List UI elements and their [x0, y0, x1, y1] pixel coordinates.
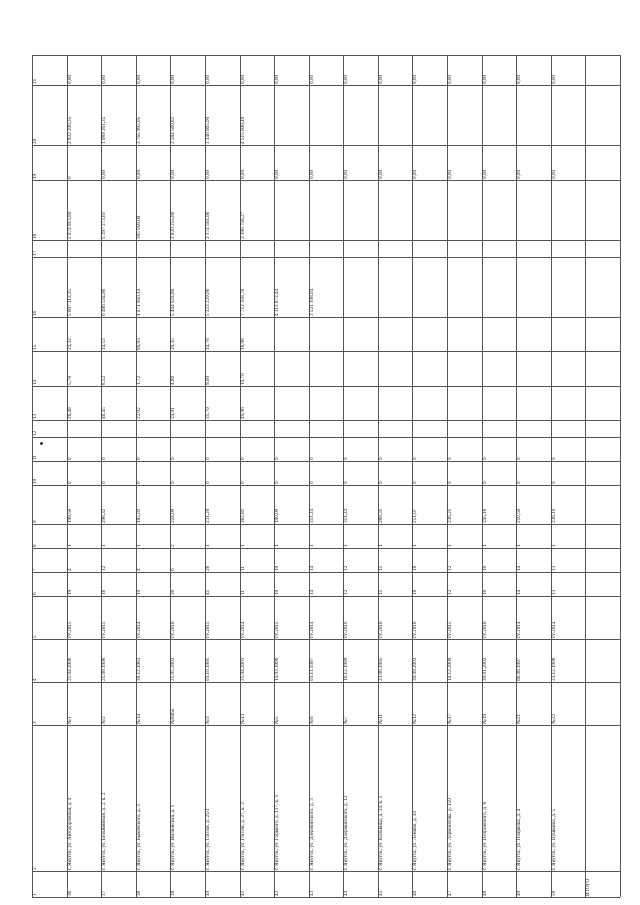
- table-cell: 1: [412, 544, 419, 548]
- grid-horizontal-line: [32, 485, 620, 486]
- table-cell: 50: [550, 890, 557, 896]
- table-cell: 38: [135, 890, 142, 896]
- table-cell: №3: [204, 716, 211, 725]
- table-cell: 42: [274, 890, 281, 896]
- table-cell: IV.2015: [66, 621, 73, 639]
- table-cell: IV.2015: [101, 621, 108, 639]
- grid-horizontal-line: [32, 85, 620, 86]
- table-cell: 12: [447, 566, 454, 572]
- grid-horizontal-line: [32, 639, 620, 640]
- table-cell: 0,00: [204, 169, 211, 179]
- table-cell: 18,98: [239, 338, 246, 351]
- table-cell: 14,78: [204, 338, 211, 351]
- table-cell: 23.06.2005: [377, 657, 384, 682]
- table-cell: 06.08.1997: [516, 657, 523, 682]
- table-cell: №1: [66, 716, 73, 725]
- table-cell: №17: [447, 714, 454, 725]
- column-number-header: 7: [32, 568, 38, 572]
- table-cell: 41: [204, 590, 211, 596]
- table-cell: 40: [204, 890, 211, 896]
- table-cell: 18: [412, 590, 419, 596]
- grid-horizontal-line: [32, 572, 620, 573]
- table-cell: 24,32: [66, 338, 73, 351]
- grid-horizontal-line: [32, 897, 620, 898]
- table-cell: 12: [343, 566, 350, 572]
- table-cell: 0,00: [239, 74, 246, 85]
- table-cell: 03.10.1995: [204, 657, 211, 682]
- table-cell: 14,53: [101, 338, 108, 351]
- table-cell: г. Якутск, ул. Дзержинского, д. 12: [343, 795, 350, 871]
- table-cell: 45: [377, 890, 384, 896]
- column-number-header: 20: [32, 139, 38, 145]
- table-cell: 305 958,09: [135, 215, 142, 239]
- table-cell: 199,50: [66, 508, 73, 524]
- table-cell: г. Якутск, ул. Дзержинского, д. 3: [308, 798, 315, 871]
- table-cell: IV.2015: [204, 621, 211, 639]
- table-cell: 0: [481, 457, 488, 461]
- table-cell: 0: [135, 481, 142, 485]
- table-cell: 0: [481, 481, 488, 485]
- table-cell: 0,00: [274, 74, 281, 85]
- table-cell: 0,00: [308, 74, 315, 85]
- table-cell: 0,00: [101, 74, 108, 85]
- table-cell: 3 521 108,04: [308, 288, 315, 317]
- table-cell: 11: [239, 566, 246, 572]
- table-cell: 0: [550, 481, 557, 485]
- table-cell: 28,48: [66, 407, 73, 420]
- grid-horizontal-line: [32, 682, 620, 683]
- table-cell: 0: [377, 481, 384, 485]
- table-cell: IV.2014: [550, 621, 557, 639]
- table-cell: г. Якутск, ул. Быковского, д. 3: [135, 804, 142, 871]
- table-cell: 0: [274, 457, 281, 461]
- table-cell: IV.2016: [343, 621, 350, 639]
- table-cell: 0: [447, 457, 454, 461]
- table-cell: 1: [274, 544, 281, 548]
- table-cell: 40,06: [239, 407, 246, 420]
- table-cell: 1 089 261,35: [101, 116, 108, 145]
- table-cell: г. Якутск, ул. Вилюйская, д. 1: [170, 804, 177, 871]
- table-cell: №14: [135, 714, 142, 725]
- table-cell: 0,00: [239, 169, 246, 179]
- table-cell: 0,00: [204, 74, 211, 85]
- table-cell: 0: [66, 457, 73, 461]
- table-cell: 36: [170, 590, 177, 596]
- table-cell: №12: [412, 714, 419, 725]
- column-number-header: 13: [32, 413, 38, 420]
- table-cell: 0,00: [101, 169, 108, 179]
- table-cell: 12: [101, 566, 108, 572]
- table-cell: 3 148 665,00: [204, 116, 211, 145]
- table-cell: 5 323 229,06: [204, 288, 211, 317]
- table-cell: IV.2016: [170, 621, 177, 639]
- table-cell: 1: [481, 544, 488, 548]
- table-cell: 0,00: [377, 74, 384, 85]
- table-cell: г. Якутск, ул. Гоголя, д. 27, к. 2: [239, 802, 246, 871]
- grid-vertical-line: [585, 55, 586, 897]
- table-cell: 0,00: [550, 169, 557, 179]
- table-cell: №6: [308, 716, 315, 725]
- table-cell: 0: [101, 481, 108, 485]
- table-cell: г. Якутск, ул. Безымянная, д. 2, к. 2: [101, 792, 108, 871]
- column-number-header: 19: [32, 173, 38, 179]
- table-cell: 0: [343, 481, 350, 485]
- table-cell: 6 486 534,96: [101, 288, 108, 317]
- table-cell: 0: [308, 481, 315, 485]
- table-cell: 0,00: [447, 74, 454, 85]
- grid-horizontal-line: [32, 386, 620, 387]
- table-cell: №11: [377, 714, 384, 725]
- table-cell: 251,07: [412, 508, 419, 524]
- grid-vertical-line: [620, 55, 621, 897]
- table-cell: 18: [101, 590, 108, 596]
- table-cell: 3 765 992,05: [135, 116, 142, 145]
- table-cell: 16: [481, 590, 488, 596]
- table-cell: 1: [101, 544, 108, 548]
- table-cell: 16.12.1999: [343, 657, 350, 682]
- table-cell: 14.12.2009: [447, 657, 454, 682]
- table-cell: IV.2015: [447, 621, 454, 639]
- table-cell: 245,18: [481, 508, 488, 524]
- table-cell: 0,00: [516, 74, 523, 85]
- column-number-header: 1: [32, 893, 38, 896]
- table-cell: 10: [135, 590, 142, 596]
- table-cell: 14: [308, 590, 315, 596]
- table-cell: 30.09.2003: [412, 657, 419, 682]
- table-cell: 49: [516, 890, 523, 896]
- grid-horizontal-line: [32, 871, 620, 872]
- table-cell: 3 196 758,27: [239, 211, 246, 239]
- table-cell: 20,35: [170, 338, 177, 351]
- table-cell: IV.2016: [377, 621, 384, 639]
- grid-horizontal-line: [32, 548, 620, 549]
- table-cell: г. Якутск, ул. Автодорожная, д. 4: [66, 797, 73, 871]
- table-cell: 1: [343, 544, 350, 548]
- table-cell: 0,00: [377, 169, 384, 179]
- table-cell: 0,00: [274, 169, 281, 179]
- table-cell: 1: [377, 544, 384, 548]
- table-cell: 9,00: [204, 375, 211, 385]
- grid-horizontal-line: [32, 240, 620, 241]
- table-cell: 0: [550, 457, 557, 461]
- table-cell: 4: [66, 568, 73, 572]
- grid-horizontal-line: [32, 257, 620, 258]
- table-cell: 7 712 358,76: [239, 288, 246, 317]
- table-cell: 5 397 273,61: [101, 211, 108, 239]
- table-cell: IV.2016: [412, 621, 419, 639]
- table-cell: г. Якутск, ул. Пояркова, д. 4: [516, 809, 523, 871]
- table-cell: 1: [66, 544, 73, 548]
- table-cell: 0,00: [550, 74, 557, 85]
- table-cell: 0,00: [135, 74, 142, 85]
- table-cell: 0,00: [412, 74, 419, 85]
- table-cell: 10,70: [239, 373, 246, 385]
- table-cell: 30.12.1983: [135, 657, 142, 682]
- table-cell: 0,00: [308, 169, 315, 179]
- table-cell: 22,02: [135, 407, 142, 420]
- table-cell: 0: [66, 175, 73, 179]
- table-cell: 48: [481, 890, 488, 896]
- grid-horizontal-line: [32, 596, 620, 597]
- table-cell: 1: [135, 544, 142, 548]
- table-cell: №7: [343, 716, 350, 725]
- table-cell: 21.08.1996: [101, 657, 108, 682]
- column-number-header: 14: [32, 379, 38, 385]
- column-number-header: 5: [32, 635, 38, 639]
- column-number-header: 8: [32, 544, 38, 548]
- table-cell: 43: [308, 890, 315, 896]
- table-cell: 224,00: [170, 508, 177, 524]
- grid-horizontal-line: [32, 461, 620, 462]
- table-cell: 30.01.2002: [481, 657, 488, 682]
- table-cell: 18: [412, 566, 419, 572]
- table-cell: г. Якутск, ул. Ленина, д. 41: [412, 810, 419, 871]
- table-cell: 19: [66, 590, 73, 596]
- table-cell: г. Якутск, ул. Кальвица, д. 14, к. 1: [377, 795, 384, 871]
- grid-horizontal-line: [32, 145, 620, 146]
- table-cell: 0: [101, 457, 108, 461]
- table-cell: 14.03.1996: [274, 657, 281, 682]
- table-cell: 0: [204, 481, 211, 485]
- table-cell: 03.11.1997: [308, 658, 315, 682]
- table-cell: 0: [308, 457, 315, 461]
- table-cell: 44: [343, 890, 350, 896]
- table-cell: №21: [516, 714, 523, 725]
- table-cell: 0: [447, 481, 454, 485]
- table-cell: 0: [516, 481, 523, 485]
- table-cell: IV.2014: [135, 621, 142, 639]
- table-cell: 10: [274, 566, 281, 572]
- column-number-header: 2: [32, 867, 38, 871]
- table-cell: 0,00: [516, 169, 523, 179]
- column-number-header: 21: [32, 78, 38, 85]
- table-cell: 190,00: [274, 508, 281, 524]
- table-cell: 21.04.2001: [239, 657, 246, 682]
- table-cell: 0: [377, 457, 384, 461]
- table-cell: №846a: [170, 709, 177, 725]
- table-cell: 238,10: [550, 508, 557, 524]
- column-number-header: 18: [32, 233, 38, 239]
- grid-horizontal-line: [32, 55, 620, 56]
- table-cell: 8,52: [101, 375, 108, 385]
- table-cell: 4: [135, 568, 142, 572]
- table-cell: №5: [274, 716, 281, 725]
- table-cell: IV.2016: [481, 621, 488, 639]
- grid-horizontal-line: [32, 524, 620, 525]
- table-cell: 13: [550, 566, 557, 572]
- table-cell: 362,81: [239, 508, 246, 524]
- table-cell: 0,00: [447, 169, 454, 179]
- grid-horizontal-line: [32, 351, 620, 352]
- table-cell: 2 584 569,82: [170, 116, 177, 145]
- table-cell: 0: [412, 481, 419, 485]
- table-cell: №2: [101, 716, 108, 725]
- table-cell: 236,21: [447, 508, 454, 524]
- table-cell: 0,00: [481, 169, 488, 179]
- column-number-header: 11: [32, 455, 38, 461]
- table-cell: 2: [170, 544, 177, 548]
- table-cell: 15: [377, 566, 384, 572]
- table-cell: 28: [204, 566, 211, 572]
- table-cell: 0,00: [343, 169, 350, 179]
- table-cell: 289,31: [377, 508, 384, 524]
- table-cell: 311,24: [343, 509, 350, 524]
- table-cell: 0: [239, 457, 246, 461]
- table-cell: 0,00: [170, 74, 177, 85]
- table-cell: 24,91: [170, 407, 177, 420]
- table-cell: 0: [66, 481, 73, 485]
- table-cell: 2 174 564,06: [204, 211, 211, 239]
- table-cell: 1,72: [135, 375, 142, 385]
- table-cell: 39: [170, 890, 177, 896]
- table-cell: 231,20: [204, 508, 211, 524]
- table-cell: 0,00: [66, 74, 73, 85]
- table-cell: IV.2014: [516, 621, 523, 639]
- table-cell: г. Якутск, ул. Лермонтова, д. 150: [447, 798, 454, 871]
- table-cell: 16: [481, 566, 488, 572]
- table-cell: г. Якутск, ул. Пушкина, д. 5: [550, 809, 557, 871]
- table-cell: 2 074 913,00: [66, 211, 73, 239]
- table-cell: 1: [550, 544, 557, 548]
- table-cell: 5,78: [66, 375, 73, 385]
- column-number-header: 12: [32, 431, 38, 437]
- table-cell: 0,00: [343, 74, 350, 85]
- table-cell: 0,00: [170, 169, 177, 179]
- table-cell: 41: [239, 890, 246, 896]
- table-cell: 185,02: [135, 508, 142, 524]
- table-cell: 23.12.1998: [550, 657, 557, 682]
- table-cell: г. Якутск, ул. Петровского, д. 8: [481, 802, 488, 871]
- table-cell: 0: [343, 457, 350, 461]
- column-number-header: 3: [32, 721, 38, 725]
- table-cell: 21.04.2006: [66, 657, 73, 682]
- table-cell: 10: [274, 590, 281, 596]
- table-cell: 1: [308, 544, 315, 548]
- grid-horizontal-line: [32, 437, 620, 438]
- table-cell: 12: [343, 590, 350, 596]
- table-cell: 12: [447, 590, 454, 596]
- table-cell: 4 071 950,14: [135, 288, 142, 317]
- table-cell: 0: [170, 481, 177, 485]
- table-cell: 0: [135, 457, 142, 461]
- scan-speck: [40, 442, 43, 445]
- table-cell: 1: [204, 544, 211, 548]
- table-cell: 0,00: [135, 169, 142, 179]
- table-cell: IV.2015: [274, 621, 281, 639]
- table-cell: ИТОГО: [585, 878, 592, 896]
- table-cell: 37: [101, 890, 108, 896]
- column-number-header: 4: [32, 678, 38, 682]
- rotated-register-table: [32, 55, 620, 897]
- table-cell: №13: [239, 714, 246, 725]
- table-cell: г. Якутск, ул. Гоголя, д. 25/1: [204, 808, 211, 871]
- table-cell: 4,86: [170, 375, 177, 385]
- table-cell: 0: [274, 481, 281, 485]
- table-cell: 210,50: [516, 508, 523, 524]
- table-cell: №19: [481, 714, 488, 725]
- table-cell: 13: [550, 590, 557, 596]
- grid-horizontal-line: [32, 180, 620, 181]
- table-cell: 21.05.2003: [170, 657, 177, 682]
- table-cell: 1: [516, 544, 523, 548]
- table-cell: 0: [516, 457, 523, 461]
- table-cell: 47: [447, 890, 454, 896]
- table-cell: 2 932 200,35: [66, 116, 73, 145]
- table-cell: 4 113 872,44: [274, 289, 281, 317]
- table-cell: г. Якутск, ул. Горького, д. 117, к. 1: [274, 795, 281, 871]
- table-cell: 298,32: [101, 508, 108, 524]
- table-cell: 14: [516, 590, 523, 596]
- grid-horizontal-line: [32, 420, 620, 421]
- table-cell: 1: [239, 544, 246, 548]
- table-cell: 5 007 113,35: [66, 289, 73, 317]
- grid-horizontal-line: [32, 317, 620, 318]
- table-cell: 14: [516, 566, 523, 572]
- column-number-header: 16: [32, 310, 38, 317]
- column-number-header: 6: [32, 592, 38, 596]
- table-cell: 5 404 824,88: [170, 288, 177, 317]
- table-cell: 0: [412, 457, 419, 461]
- table-cell: 31,70: [204, 407, 211, 420]
- column-number-header: 9: [32, 520, 38, 524]
- column-number-header: 15: [32, 345, 38, 351]
- table-cell: 0: [170, 457, 177, 461]
- table-cell: 6: [170, 568, 177, 572]
- column-number-header: 17: [32, 250, 38, 256]
- table-cell: IV.2014: [308, 621, 315, 639]
- table-cell: 0,00: [412, 169, 419, 179]
- table-cell: 0: [239, 481, 246, 485]
- table-cell: 15: [377, 590, 384, 596]
- table-cell: 86,93: [135, 338, 142, 351]
- table-cell: 4 515 600,49: [239, 116, 246, 145]
- table-cell: 2 820 255,06: [170, 211, 177, 239]
- table-cell: №22: [550, 714, 557, 725]
- table-cell: 1: [447, 544, 454, 548]
- grid-horizontal-line: [32, 725, 620, 726]
- column-number-header: 10: [32, 479, 38, 485]
- table-cell: 11: [239, 590, 246, 596]
- table-cell: 14: [308, 566, 315, 572]
- table-cell: 0,00: [481, 74, 488, 85]
- table-cell: 46,45: [101, 407, 108, 420]
- table-cell: 311,34: [308, 509, 315, 524]
- table-cell: 0: [204, 457, 211, 461]
- table-cell: IV.2014: [239, 621, 246, 639]
- table-cell: 46: [412, 890, 419, 896]
- table-cell: 36: [66, 890, 73, 896]
